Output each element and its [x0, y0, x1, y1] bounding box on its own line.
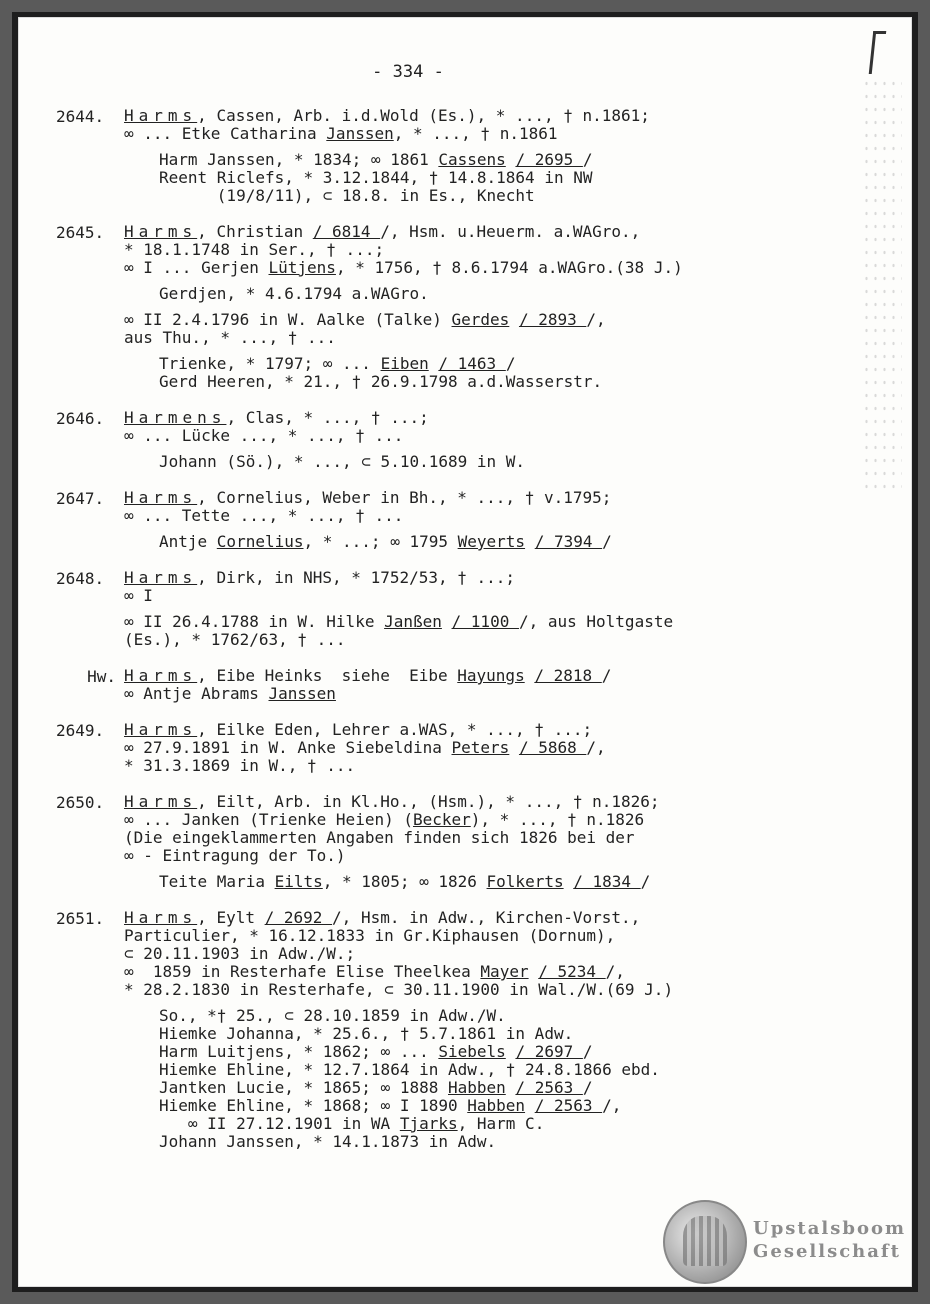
entry-main-text: Harms, Christian / 6814 /, Hsm. u.Heuerm. a.WAGro., * 18.1.1748 in Ser., † ...; ∞ I ... Gerjen Lütjens, * 1756, † 8.6.1794 a.WAGro.(38 J.)	[124, 222, 683, 277]
entry-main-text: Harms, Cassen, Arb. i.d.Wold (Es.), * ..., † n.1861; ∞ ... Etke Catharina Janssen, * ..., † n.1861	[124, 106, 650, 143]
entry-number: 2646.	[56, 409, 105, 428]
society-name-line2: Gesellschaft	[753, 1241, 901, 1262]
society-name-line1: Upstalsboom	[753, 1218, 907, 1239]
seal-figure	[683, 1216, 727, 1266]
entry-number: 2648.	[56, 569, 105, 588]
entry-children: Harm Janssen, * 1834; ∞ 1861 Cassens / 2695 / Reent Riclefs, * 3.12.1844, † 14.8.1864 in NW (19/8/11), ⊂ 18.8. in Es., Knecht	[159, 150, 593, 205]
scan-edge-mark	[869, 31, 887, 74]
entry-number: 2645.	[56, 223, 105, 242]
entry-main-text: Harms, Cornelius, Weber in Bh., * ..., † v.1795; ∞ ... Tette ..., * ..., † ...	[124, 488, 612, 525]
entry-number: Hw.	[87, 667, 116, 686]
entry-main-text: Harms, Eilt, Arb. in Kl.Ho., (Hsm.), * ..., † n.1826; ∞ ... Janken (Trienke Heien) (Becker), * ..., † n.1826 (Die eingeklammerten Angaben finden sich 1826 bei der ∞ - Eintragung der To.)	[124, 792, 660, 865]
entry-main-text: Harms, Eilke Eden, Lehrer a.WAS, * ..., † ...; ∞ 27.9.1891 in W. Anke Siebeldina Peters / 5868 /, * 31.3.1869 in W., † ...	[124, 720, 606, 775]
entry	[56, 721, 876, 775]
entry-children: Antje Cornelius, * ...; ∞ 1795 Weyerts / 7394 /	[159, 532, 612, 551]
society-name	[753, 1217, 906, 1263]
entry-children: So., *† 25., ⊂ 28.10.1859 in Adw./W. Hiemke Johanna, * 25.6., † 5.7.1861 in Adw. Harm Luitjens, * 1862; ∞ ... Siebels / 2697 / Hiemke Ehline, * 12.7.1864 in Adw., † 24.8.1866 ebd. Jantken Lucie, * 1865; ∞ 1888 Habben / 2563 / Hiemke Ehline, * 1868; ∞ I 1890 Habben / 2563 /, ∞ II 27.12.1901 in WA Tjarks, Harm C. Johann Janssen, * 14.1.1873 in Adw.	[159, 1006, 660, 1151]
entry	[56, 667, 876, 703]
society-seal-icon	[663, 1200, 747, 1284]
entry	[56, 793, 876, 891]
entry-children: Teite Maria Eilts, * 1805; ∞ 1826 Folkerts / 1834 /	[159, 872, 651, 891]
entry-second-marriage: ∞ II 2.4.1796 in W. Aalke (Talke) Gerdes / 2893 /, aus Thu., * ..., † ...	[124, 310, 606, 347]
genealogy-entries	[56, 107, 876, 1169]
entry-children-second: Trienke, * 1797; ∞ ... Eiben / 1463 / Gerd Heeren, * 21., † 26.9.1798 a.d.Wasserstr.	[159, 354, 603, 391]
entry	[56, 223, 876, 391]
entry-number: 2651.	[56, 909, 105, 928]
entry-main-text: Harmens, Clas, * ..., † ...; ∞ ... Lücke ..., * ..., † ...	[124, 408, 429, 445]
entry-main-text: Harms, Eylt / 2692 /, Hsm. in Adw., Kirchen-Vorst., Particulier, * 16.12.1833 in Gr.Kiphausen (Dornum), ⊂ 20.11.1903 in Adw./W.; ∞ 1859 in Resterhafe Elise Theelkea Mayer / 5234 /, * 28.2.1830 in Resterhafe, ⊂ 30.11.1900 in Wal./W.(69 J.)	[124, 908, 674, 999]
entry-number: 2644.	[56, 107, 105, 126]
entry-number: 2649.	[56, 721, 105, 740]
entry	[56, 909, 876, 1151]
entry-main-text: Harms, Dirk, in NHS, * 1752/53, † ...; ∞ I	[124, 568, 516, 605]
document-page	[18, 17, 912, 1287]
entry-second-marriage: ∞ II 26.4.1788 in W. Hilke Janßen / 1100 /, aus Holtgaste (Es.), * 1762/63, † ...	[124, 612, 674, 649]
entry	[56, 569, 876, 649]
entry-main-text: Harms, Eibe Heinks siehe Eibe Hayungs / 2818 / ∞ Antje Abrams Janssen	[124, 666, 612, 703]
entry	[56, 409, 876, 471]
entry-children: Gerdjen, * 4.6.1794 a.WAGro.	[159, 284, 429, 303]
entry-number: 2650.	[56, 793, 105, 812]
page-number: - 334 -	[372, 62, 444, 82]
entry-children: Johann (Sö.), * ..., ⊂ 5.10.1689 in W.	[159, 452, 526, 471]
entry	[56, 489, 876, 551]
entry-number: 2647.	[56, 489, 105, 508]
entry	[56, 107, 876, 205]
